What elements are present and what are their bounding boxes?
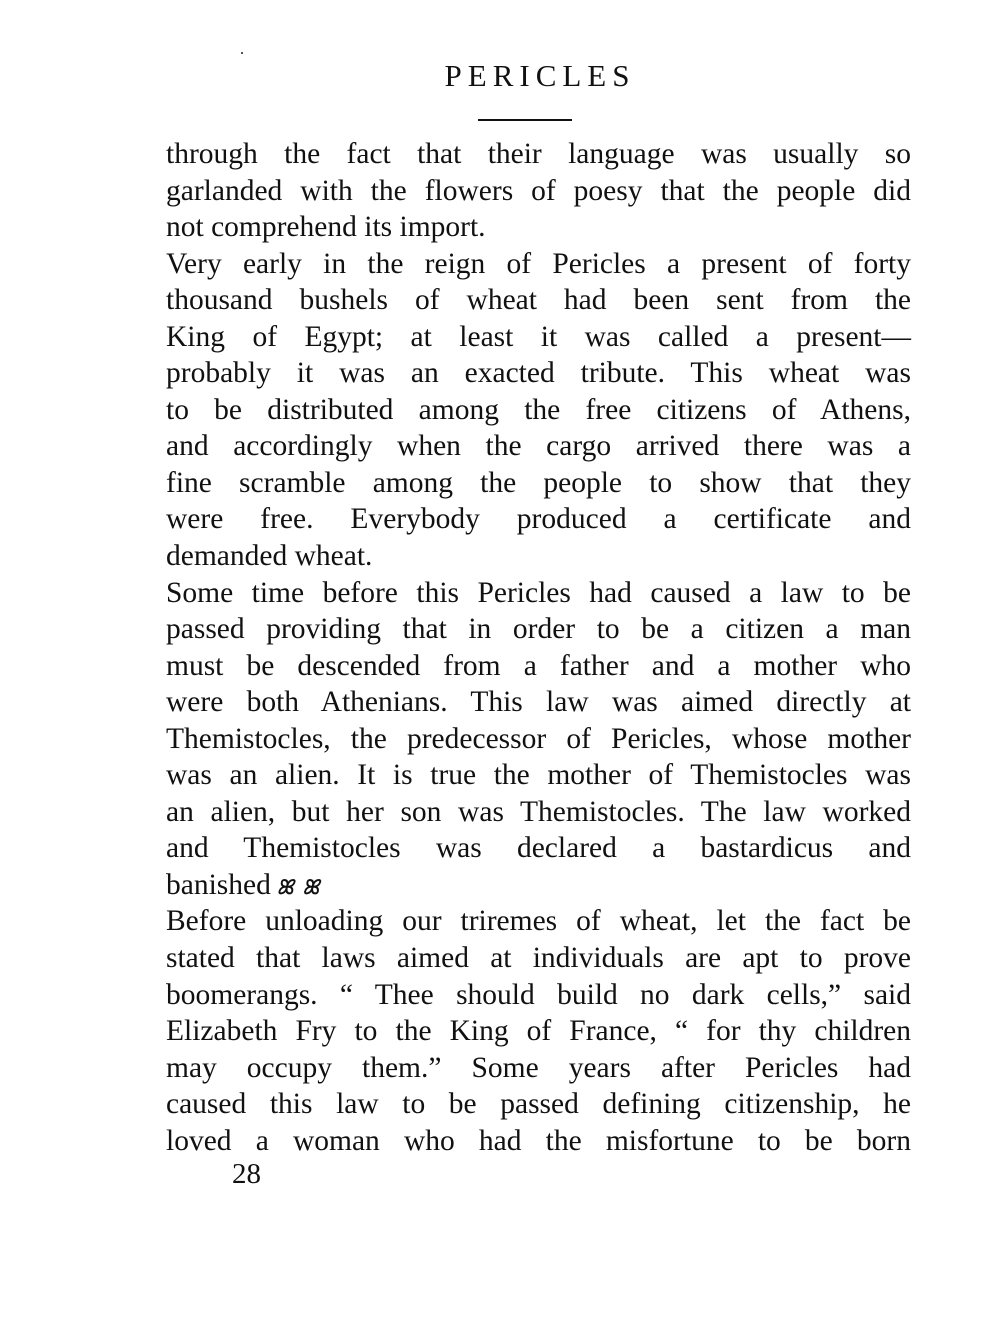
- text-line: demanded wheat.: [166, 540, 373, 573]
- head-rule: [478, 119, 572, 121]
- text-line: not comprehend its import.: [166, 211, 486, 244]
- text-line: passed providing that in order to be a citizen a man: [166, 613, 911, 646]
- text-line: thousand bushels of wheat had been sent from the: [166, 284, 911, 317]
- text-line: to be distributed among the free citizens of Athens,: [166, 393, 911, 426]
- text-line: and Themistocles was declared a bastardicus and: [166, 832, 911, 865]
- text-line: Very early in the reign of Pericles a present of forty: [166, 247, 911, 280]
- text-line: stated that laws aimed at individuals are apt to prove: [166, 942, 911, 975]
- text-line: fine scramble among the people to show that they: [166, 466, 911, 499]
- text-line: an alien, but her son was Themistocles. The law worked: [166, 795, 911, 828]
- text-line: was an alien. It is true the mother of Themistocles was: [166, 759, 911, 792]
- running-head: PERICLES: [444, 58, 636, 93]
- text-line: must be descended from a father and a mother who: [166, 649, 911, 682]
- text-line: Elizabeth Fry to the King of France, “ for thy children: [166, 1015, 911, 1048]
- text-line: boomerangs. “ Thee should build no dark cells,” said: [166, 978, 911, 1011]
- text-line: loved a woman who had the misfortune to be born: [166, 1124, 911, 1157]
- text-line: Themistocles, the predecessor of Pericles, whose mother: [166, 722, 911, 755]
- text-line: were free. Everybody produced a certificate and: [166, 503, 911, 536]
- ornament-glyphs: ꕤ ꕤ: [276, 874, 321, 899]
- text-line: Some time before this Pericles had caused a law to be: [166, 576, 911, 609]
- text-line: banished: [166, 868, 271, 901]
- print-speck: [241, 52, 243, 54]
- text-line: may occupy them.” Some years after Pericles had: [166, 1051, 911, 1084]
- text-line: King of Egypt; at least it was called a present—: [166, 320, 911, 353]
- text-line: garlanded with the flowers of poesy that the people did: [166, 174, 911, 207]
- text-line-with-ornament: [166, 867, 911, 904]
- text-line: probably it was an exacted tribute. This wheat was: [166, 357, 911, 390]
- text-line: were both Athenians. This law was aimed directly at: [166, 686, 911, 719]
- page-number: 28: [232, 1158, 261, 1190]
- text-line: through the fact that their language was usually so: [166, 138, 911, 170]
- text-line: caused this law to be passed defining citizenship, he: [166, 1088, 911, 1121]
- text-line: and accordingly when the cargo arrived there was a: [166, 430, 911, 463]
- body-text: [166, 136, 911, 1159]
- text-line: Before unloading our triremes of wheat, let the fact be: [166, 905, 911, 938]
